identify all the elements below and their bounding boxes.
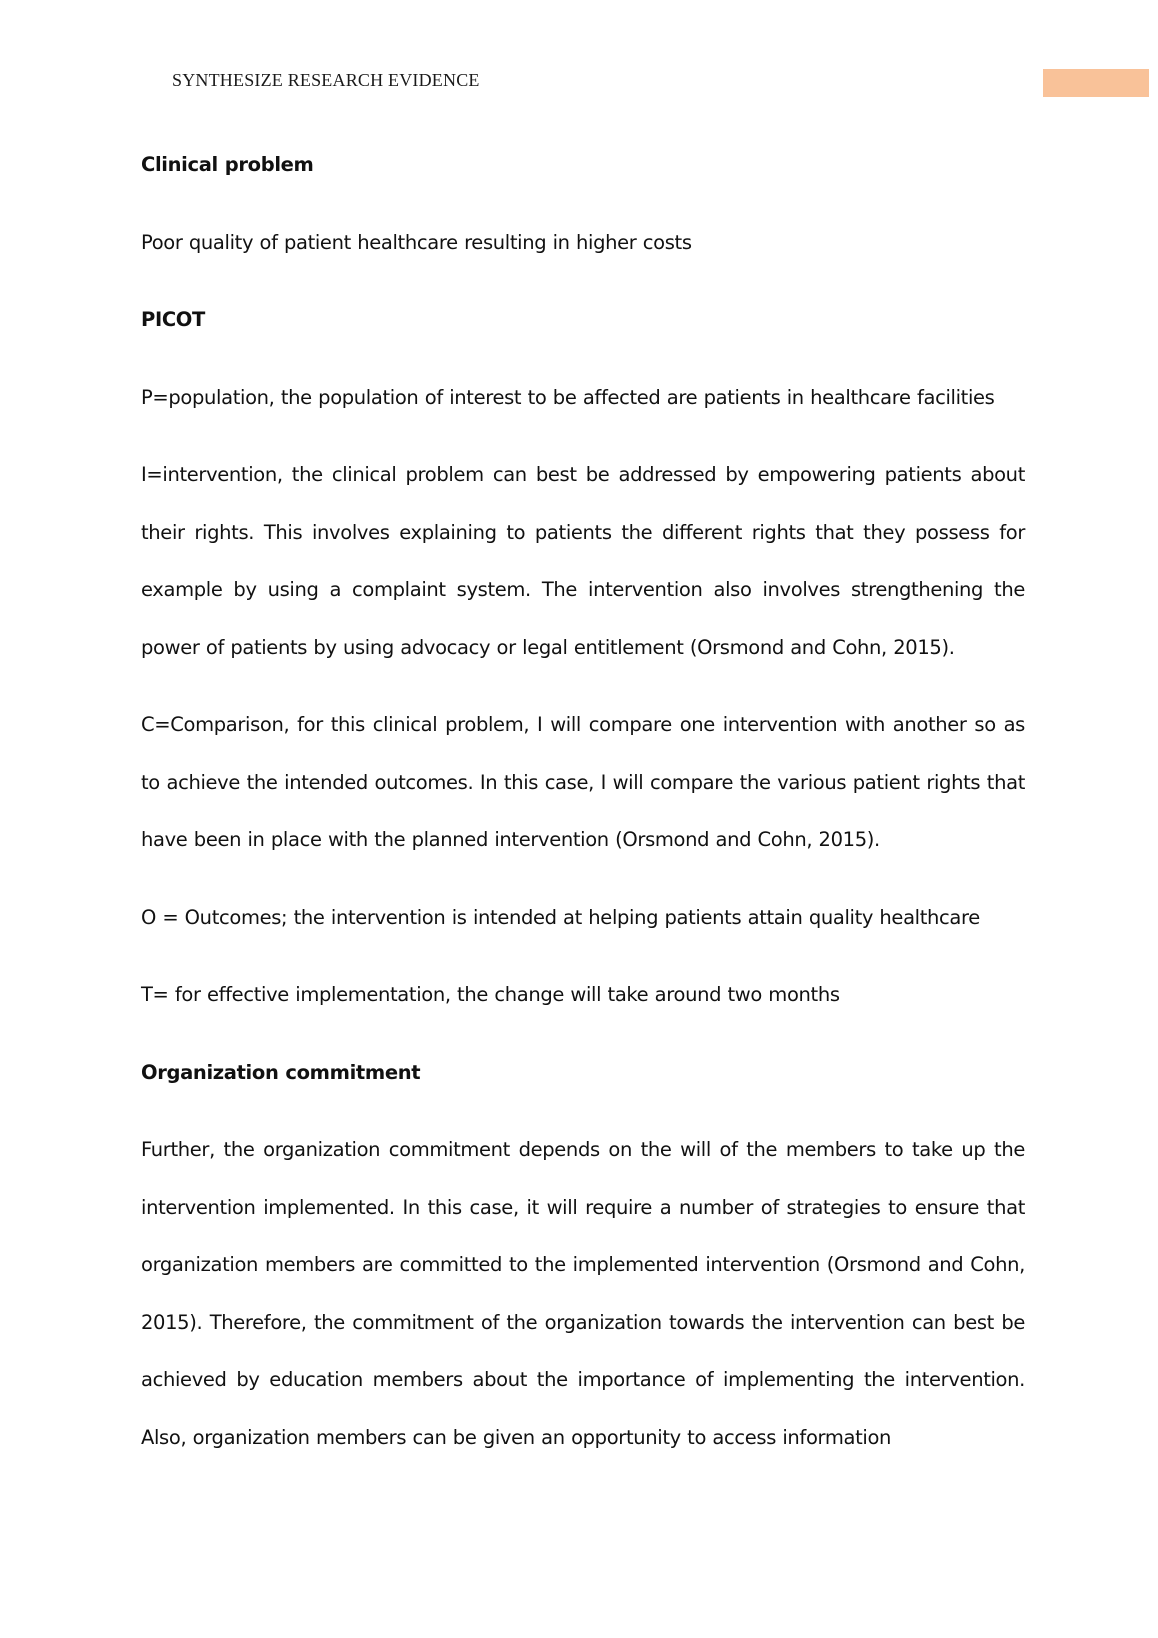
organization-commitment-heading: Organization commitment [141, 1060, 421, 1084]
organization-commitment-paragraph: Further, the organization commitment depends on the will of the members to take up the intervention implemented. In this case, it will require a number of strategies to ensure that organization members are committed to the implemented intervention (Orsmond and Cohn, 2015). Therefore, the commitment of the organization towards the intervention can best be achieved by education members about the importance of implementing the intervention. Also, organization members can be given an opportunity to access information [141, 1138, 1025, 1449]
clinical-problem-paragraph: Poor quality of patient healthcare resulting in higher costs [141, 230, 692, 254]
picot-outcomes-paragraph: O = Outcomes; the intervention is intended at helping patients attain quality healthcare [141, 905, 980, 929]
clinical-problem-heading: Clinical problem [141, 153, 314, 176]
page-number-box [1043, 69, 1149, 97]
document-body [141, 136, 1025, 1466]
picot-heading: PICOT [141, 308, 205, 331]
picot-population-paragraph: P=population, the population of interest to be affected are patients in healthcare facilities [141, 385, 995, 409]
running-head: SYNTHESIZE RESEARCH EVIDENCE [172, 70, 480, 90]
picot-intervention-paragraph: I=intervention, the clinical problem can best be addressed by empowering patients about their rights. This involves explaining to patients the different rights that they possess for example by using a complaint system. The intervention also involves strengthening the power of patients by using advocacy or legal entitlement (Orsmond and Cohn, 2015). [141, 463, 1025, 659]
picot-comparison-paragraph: C=Comparison, for this clinical problem, I will compare one intervention with another so as to achieve the intended outcomes. In this case, I will compare the various patient rights that have been in place with the planned intervention (Orsmond and Cohn, 2015). [141, 713, 1025, 851]
picot-time-paragraph: T= for effective implementation, the change will take around two months [141, 983, 840, 1006]
